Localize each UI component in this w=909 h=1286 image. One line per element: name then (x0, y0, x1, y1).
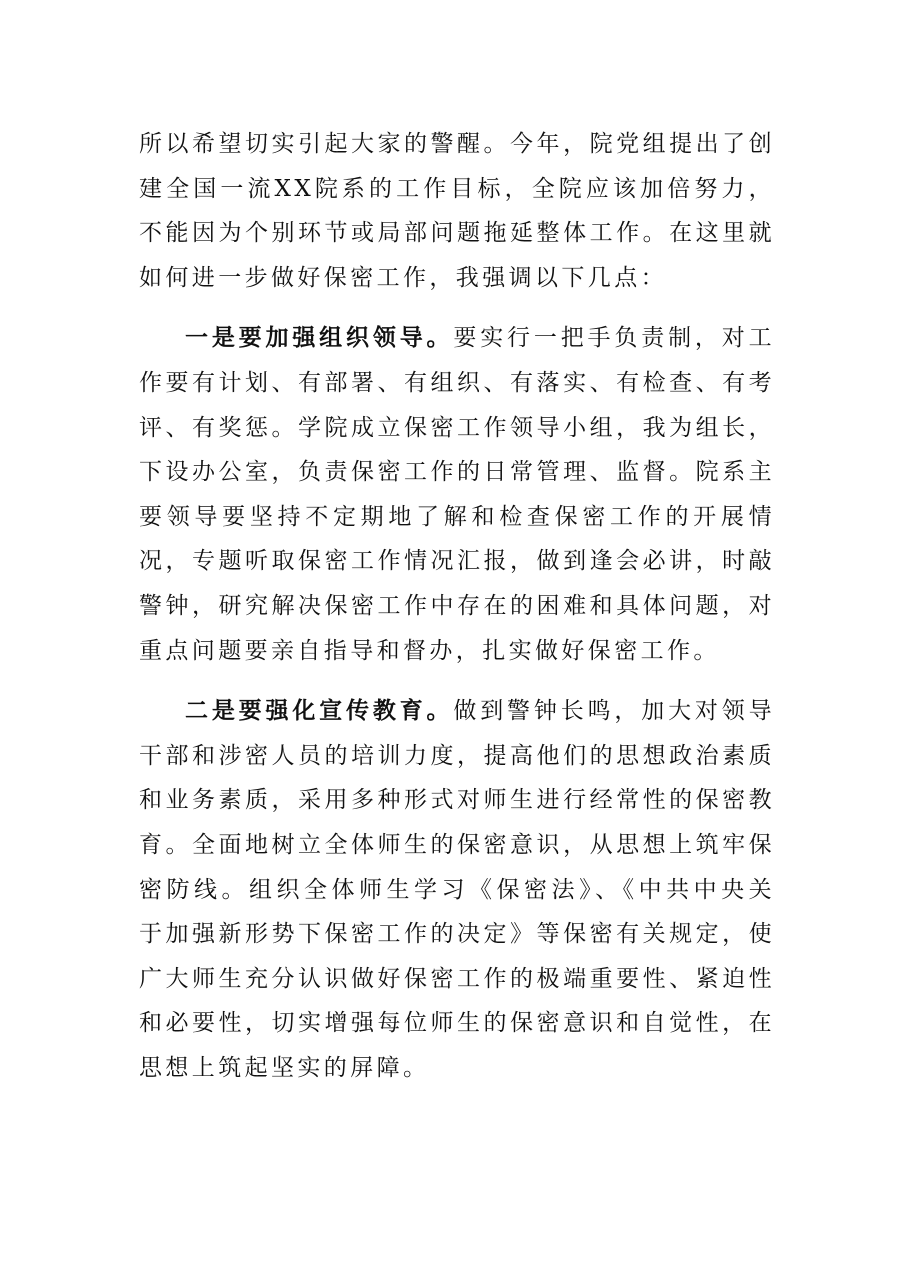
paragraph-publicity-education (139, 689, 775, 1090)
paragraph-text: 所以希望切实引起大家的警醒。今年，院党组提出了创建全国一流XX院系的工作目标，全院应该加倍努力，不能因为个别环节或局部问题拖延整体工作。在这里就如何进一步做好保密工作，我强调以下几点： (139, 131, 775, 291)
paragraph-organization-leadership (139, 316, 775, 673)
paragraph-text: 要实行一把手负责制，对工作要有计划、有部署、有组织、有落实、有检查、有考评、有奖惩。学院成立保密工作领导小组，我为组长，下设办公室，负责保密工作的日常管理、监督。院系主要领导要坚持不定期地了解和检查保密工作的开展情况，专题听取保密工作情况汇报，做到逢会必讲，时敲警钟，研究解决保密工作中存在的困难和具体问题，对重点问题要亲自指导和督办，扎实做好保密工作。 (139, 325, 775, 664)
paragraph-heading: 二是要强化宣传教育。 (185, 697, 454, 725)
document-body (139, 122, 775, 1090)
paragraph-heading: 一是要加强组织领导。 (185, 324, 454, 352)
paragraph-continuation (139, 122, 775, 300)
paragraph-text: 做到警钟长鸣，加大对领导干部和涉密人员的培训力度，提高他们的思想政治素质和业务素质，采用多种形式对师生进行经常性的保密教育。全面地树立全体师生的保密意识，从思想上筑牢保密防线。组织全体师生学习《保密法》、《中共中央关于加强新形势下保密工作的决定》等保密有关规定，使广大师生充分认识做好保密工作的极端重要性、紧迫性和必要性，切实增强每位师生的保密意识和自觉性，在思想上筑起坚实的屏障。 (139, 698, 775, 1081)
